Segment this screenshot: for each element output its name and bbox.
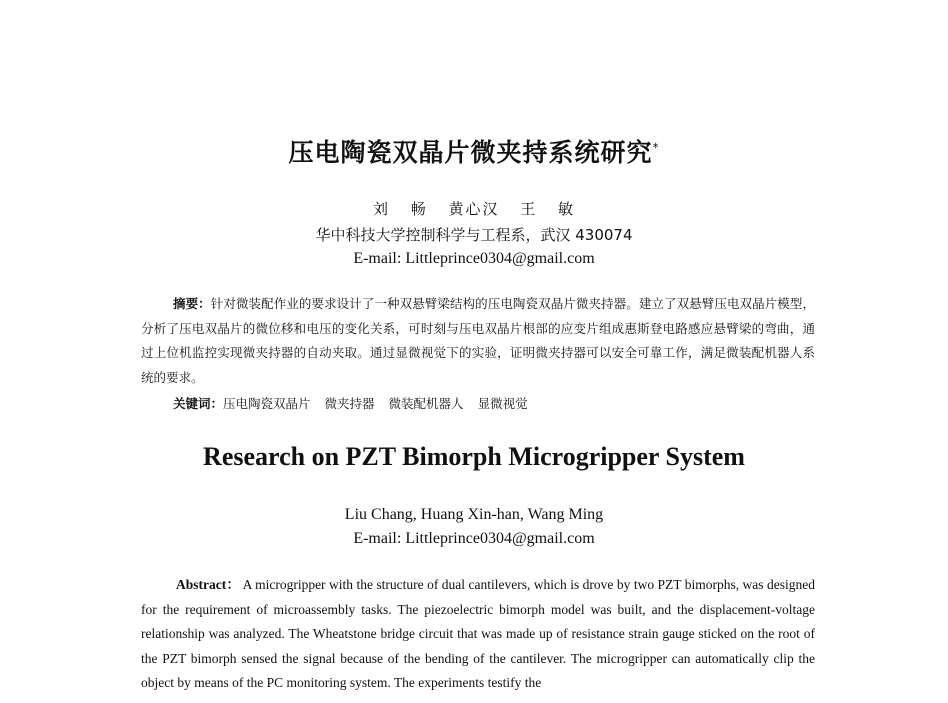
chinese-email: E-mail: Littleprince0304@gmail.com bbox=[353, 250, 595, 267]
chinese-authors: 刘 畅 黄心汉 王 敏 bbox=[372, 200, 576, 218]
english-abstract-label: Abstract： bbox=[176, 577, 240, 592]
keyword: 微夹持器 bbox=[324, 396, 375, 411]
english-email: E-mail: Littleprince0304@gmail.com bbox=[353, 530, 595, 547]
chinese-abstract-text: 针对微装配作业的要求设计了一种双悬臂梁结构的压电陶瓷双晶片微夹持器。建立了双悬臂压电双晶片模型，分析了压电双晶片的微位移和电压的变化关系，可时刻与压电双晶片根部的应变片组成惠斯登电路感应悬臂梁的弯曲，通过上位机监控实现微夹持器的自动夹取。通过显微视觉下的实验，证明微夹持器可以安全可靠工作，满足微装配机器人系统的要求。 bbox=[141, 296, 815, 385]
chinese-keywords bbox=[173, 392, 813, 416]
english-title: Research on PZT Bimorph Microgripper System bbox=[203, 442, 745, 471]
chinese-abstract bbox=[141, 292, 815, 390]
keyword: 微装配机器人 bbox=[388, 396, 464, 411]
english-authors: Liu Chang, Huang Xin-han, Wang Ming bbox=[344, 506, 604, 523]
english-abstract bbox=[141, 573, 815, 696]
chinese-keywords-label: 关键词： bbox=[173, 396, 224, 411]
keyword: 显微视觉 bbox=[477, 396, 528, 411]
chinese-abstract-label: 摘要： bbox=[173, 296, 211, 311]
chinese-affiliation: 华中科技大学控制科学与工程系，武汉 430074 bbox=[315, 226, 633, 244]
chinese-title bbox=[0, 133, 948, 169]
keyword: 压电陶瓷双晶片 bbox=[223, 396, 311, 411]
title-footnote-mark: * bbox=[652, 140, 660, 155]
english-abstract-text: A microgripper with the structure of dual cantilevers, which is drove by two PZT bimorphs, was designed for the requirement of microassembly tasks. The piezoelectric bimorph model was built, and the displacement-voltage relationship was analyzed. The Wheatstone bridge circuit that was made up of resistance strain gauge sticked on the root of the PZT bimorph sensed the signal because of the bending of the cantilever. The microgripper can automatically clip the object by means of the PC monitoring system. The experiments testify the bbox=[141, 577, 815, 690]
chinese-title-text: 压电陶瓷双晶片微夹持系统研究 bbox=[288, 138, 653, 167]
